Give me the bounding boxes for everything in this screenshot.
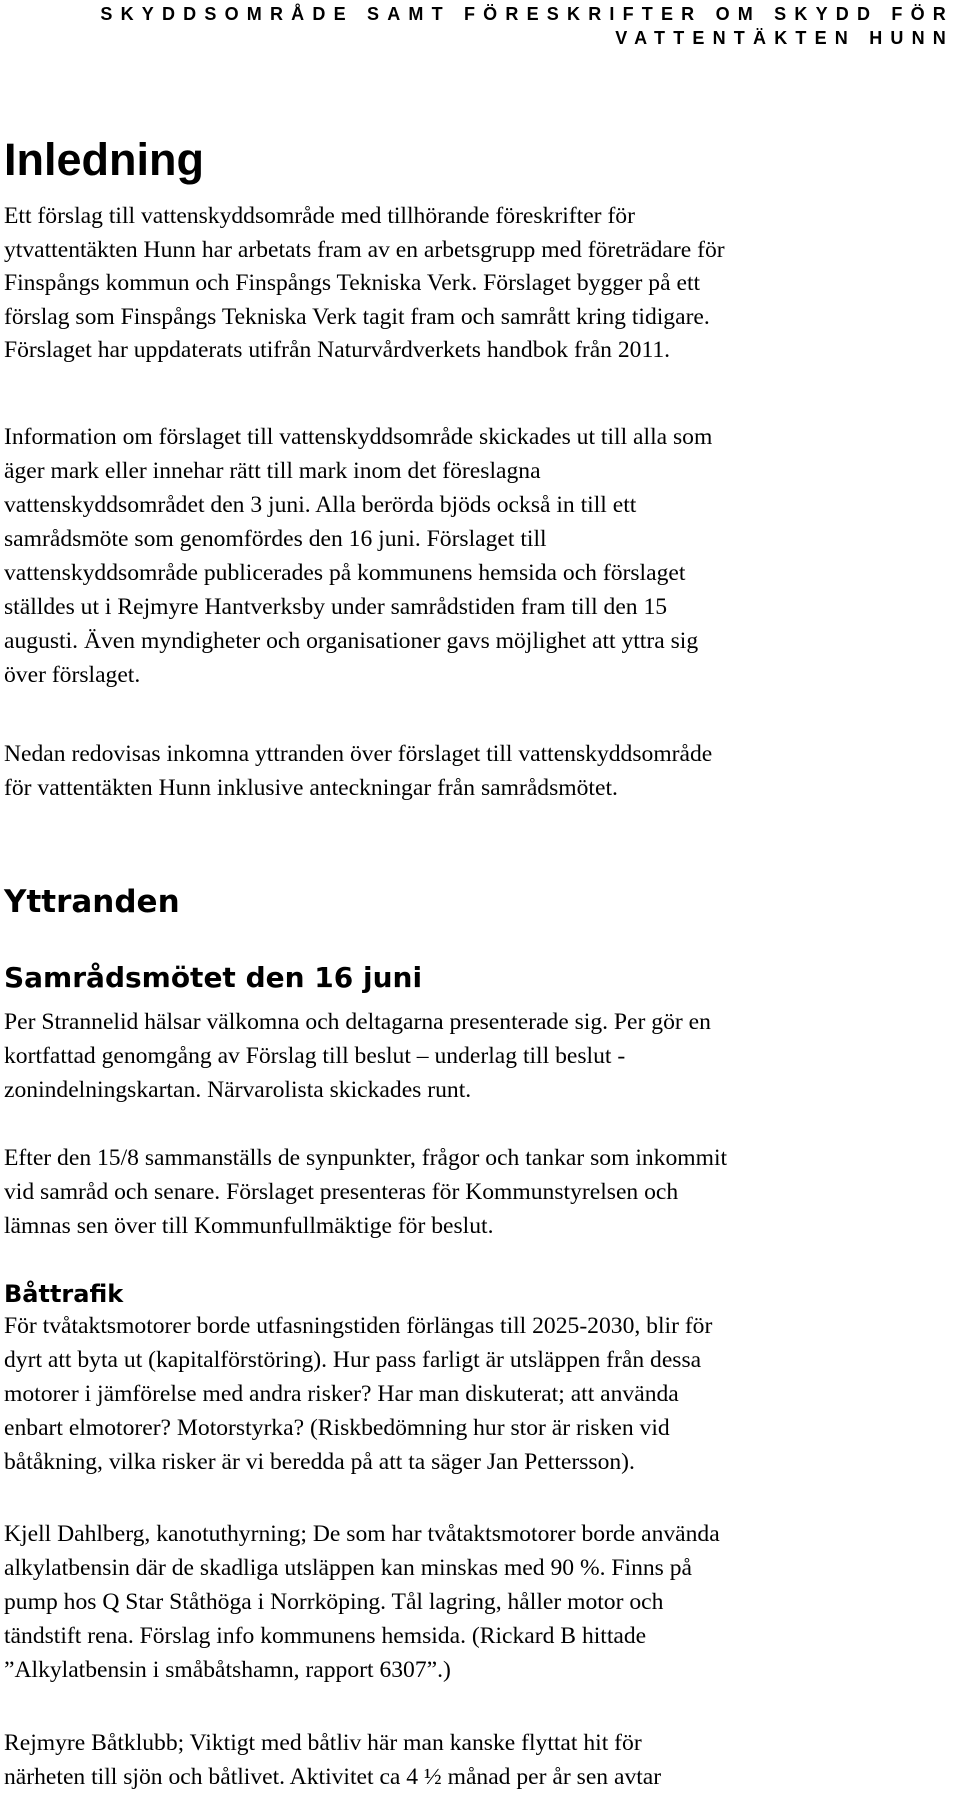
heading-yttranden: Yttranden <box>4 884 180 920</box>
paragraph-battrafik-1 <box>4 1309 712 1479</box>
text-line: Per Strannelid hälsar välkomna och deltagarna presenterade sig. Per gör en <box>4 1009 711 1035</box>
text-line: Information om förslaget till vattenskyddsområde skickades ut till alla som <box>4 424 713 450</box>
text-line: Förslaget har uppdaterats utifrån Naturvårdverkets handbok från 2011. <box>4 337 671 363</box>
running-header <box>4 2 954 50</box>
text-line: ”Alkylatbensin i småbåtshamn, rapport 6307”.) <box>4 1657 451 1683</box>
text-line: kortfattad genomgång av Förslag till beslut – underlag till beslut - <box>4 1043 626 1069</box>
heading-inledning: Inledning <box>4 134 204 185</box>
running-header-line-1: SKYDDSOMRÅDE SAMT FÖRESKRIFTER OM SKYDD FÖR <box>100 4 954 24</box>
text-line: Finspångs kommun och Finspångs Tekniska Verk. Förslaget bygger på ett <box>4 270 701 296</box>
paragraph-inledning-2 <box>4 420 712 692</box>
paragraph-samradsmotet-1 <box>4 1005 711 1107</box>
paragraph-battrafik-2 <box>4 1517 720 1687</box>
text-line: båtåkning, vilka risker är vi beredda på att ta säger Jan Pettersson). <box>4 1449 635 1475</box>
text-line: lämnas sen över till Kommunfullmäktige för beslut. <box>4 1213 494 1239</box>
text-line: tändstift rena. Förslag info kommunens hemsida. (Rickard B hittade <box>4 1623 647 1649</box>
text-line: enbart elmotorer? Motorstyrka? (Riskbedömning hur stor är risken vid <box>4 1415 670 1441</box>
text-line: vattenskyddsområdet den 3 juni. Alla berörda bjöds också in till ett <box>4 492 637 518</box>
text-line: ställdes ut i Rejmyre Hantverksby under samrådstiden fram till den 15 <box>4 594 668 620</box>
text-line: ytvattentäkten Hunn har arbetats fram av en arbetsgrupp med företrädare för <box>4 236 725 263</box>
text-line: äger mark eller innehar rätt till mark inom det föreslagna <box>4 458 541 484</box>
heading-battrafik: Båttrafik <box>4 1280 124 1308</box>
text-line: för vattentäkten Hunn inklusive anteckningar från samrådsmötet. <box>4 775 618 801</box>
text-line: förslag som Finspångs Tekniska Verk tagit fram och samrått kring tidigare. <box>4 303 710 330</box>
paragraph-inledning-3 <box>4 737 712 805</box>
text-line: dyrt att byta ut (kapitalförstöring). Hur pass farligt är utsläppen från dessa <box>4 1347 702 1373</box>
text-line: motorer i jämförelse med andra risker? Har man diskuterat; att använda <box>4 1381 679 1407</box>
text-line: Nedan redovisas inkomna yttranden över förslaget till vattenskyddsområde <box>4 741 713 767</box>
text-line: vid samråd och senare. Förslaget presenteras för Kommunstyrelsen och <box>4 1179 679 1205</box>
text-line: Kjell Dahlberg, kanotuthyrning; De som har tvåtaktsmotorer borde använda <box>4 1521 720 1547</box>
text-line: alkylatbensin där de skadliga utsläppen kan minskas med 90 %. Finns på <box>4 1555 693 1581</box>
text-line: samrådsmöte som genomfördes den 16 juni. Förslaget till <box>4 526 547 552</box>
running-header-line-2: VATTENTÄKTEN HUNN <box>615 28 954 48</box>
text-line: Efter den 15/8 sammanställs de synpunkter, frågor och tankar som inkommit <box>4 1145 728 1171</box>
text-line: pump hos Q Star Ståthöga i Norrköping. Tål lagring, håller motor och <box>4 1589 664 1615</box>
heading-samradsmotet: Samrådsmötet den 16 juni <box>4 961 423 994</box>
paragraph-battrafik-3 <box>4 1726 661 1794</box>
text-line: vattenskyddsområde publicerades på kommunens hemsida och förslaget <box>4 560 686 586</box>
text-line: För tvåtaktsmotorer borde utfasningstiden förlängas till 2025-2030, blir för <box>4 1313 713 1339</box>
text-line: Ett förslag till vattenskyddsområde med tillhörande föreskrifter för <box>4 203 635 229</box>
text-line: augusti. Även myndigheter och organisationer gavs möjlighet att yttra sig <box>4 628 699 654</box>
text-line: närheten till sjön och båtlivet. Aktivitet ca 4 ½ månad per år sen avtar <box>4 1764 662 1790</box>
paragraph-samradsmotet-2 <box>4 1141 727 1243</box>
text-line: Rejmyre Båtklubb; Viktigt med båtliv här man kanske flyttat hit för <box>4 1730 642 1756</box>
text-line: zonindelningskartan. Närvarolista skickades runt. <box>4 1077 472 1103</box>
text-line: över förslaget. <box>4 662 141 688</box>
paragraph-inledning-1 <box>4 200 725 368</box>
